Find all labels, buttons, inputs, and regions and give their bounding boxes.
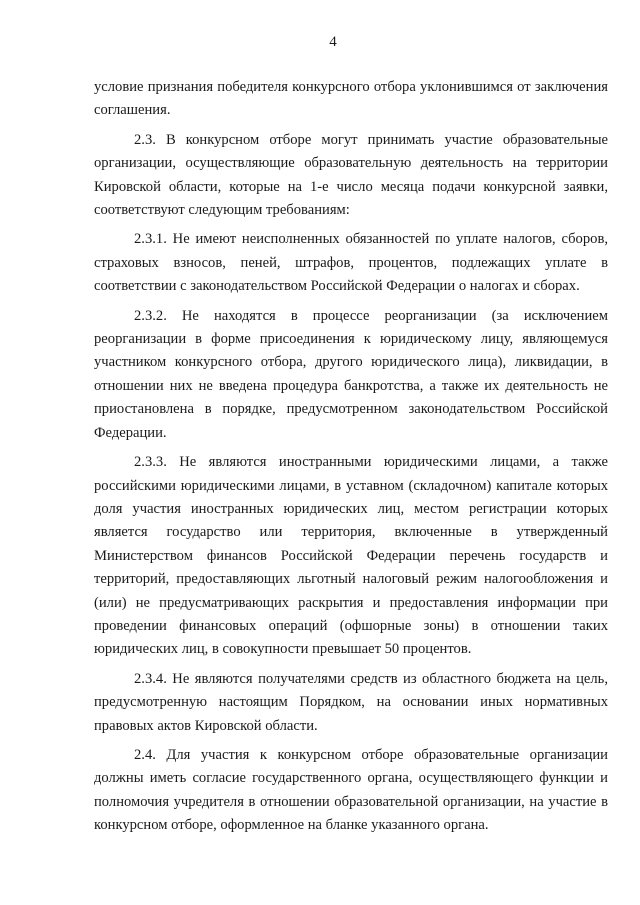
paragraph-2-3-1: 2.3.1. Не имеют неисполненных обязанностей по уплате налогов, сборов, страховых взносов, пеней, штрафов, процентов, подлежащих уплате в соответствии с законодательством Российской Федерации о налогах и сборах. [94, 231, 608, 295]
page-number: 4 [329, 34, 337, 50]
paragraph-2-3-2: 2.3.2. Не находятся в процессе реорганизации (за исключением реорганизации в форме присоединения к юридическому лицу, являющемуся участником конкурсного отбора, другого юридического лица), ликвидации, в отношении них не введена процедура банкротства, а также их деятельность не приостановлена в порядке, предусмотренном законодательством Российской Федерации. [94, 307, 608, 441]
paragraph-2-3-3: 2.3.3. Не являются иностранными юридическими лицами, а также российскими юридическими лицами, в уставном (складочном) капитале которых доля участия иностранных юридических лиц, местом регистрации которых является государство или территория, включенные в утвержденный Министерством финансов Российской Федерации перечень государств и территорий, предоставляющих льготный налоговый режим налогообложения и (или) не предусматривающих раскрытия и предоставления информации при проведении финансовых операций (офшорные зоны) в отношении таких юридических лиц, в совокупности превышает 50 процентов. [94, 454, 608, 658]
paragraph-2-3: 2.3. В конкурсном отборе могут принимать участие образовательные организации, осуществляющие образовательную деятельность на территории Кировской области, которые на 1-е число месяца подачи конкурсной заявки, соответствуют следующим требованиям: [94, 131, 608, 219]
paragraph-2-3-4: 2.3.4. Не являются получателями средств из областного бюджета на цель, предусмотренную настоящим Порядком, на основании иных нормативных правовых актов Кировской области. [94, 670, 608, 734]
paragraph-2-4: 2.4. Для участия к конкурсном отборе образовательные организации должны иметь согласие государственного органа, осуществляющего функции и полномочия учредителя в отношении образовательной организации, на участие в конкурсном отборе, оформленное на бланке указанного органа. [94, 746, 608, 834]
paragraph-continuation: условие признания победителя конкурсного отбора уклонившимся от заключения соглашения. [94, 79, 608, 119]
document-body [94, 76, 608, 844]
